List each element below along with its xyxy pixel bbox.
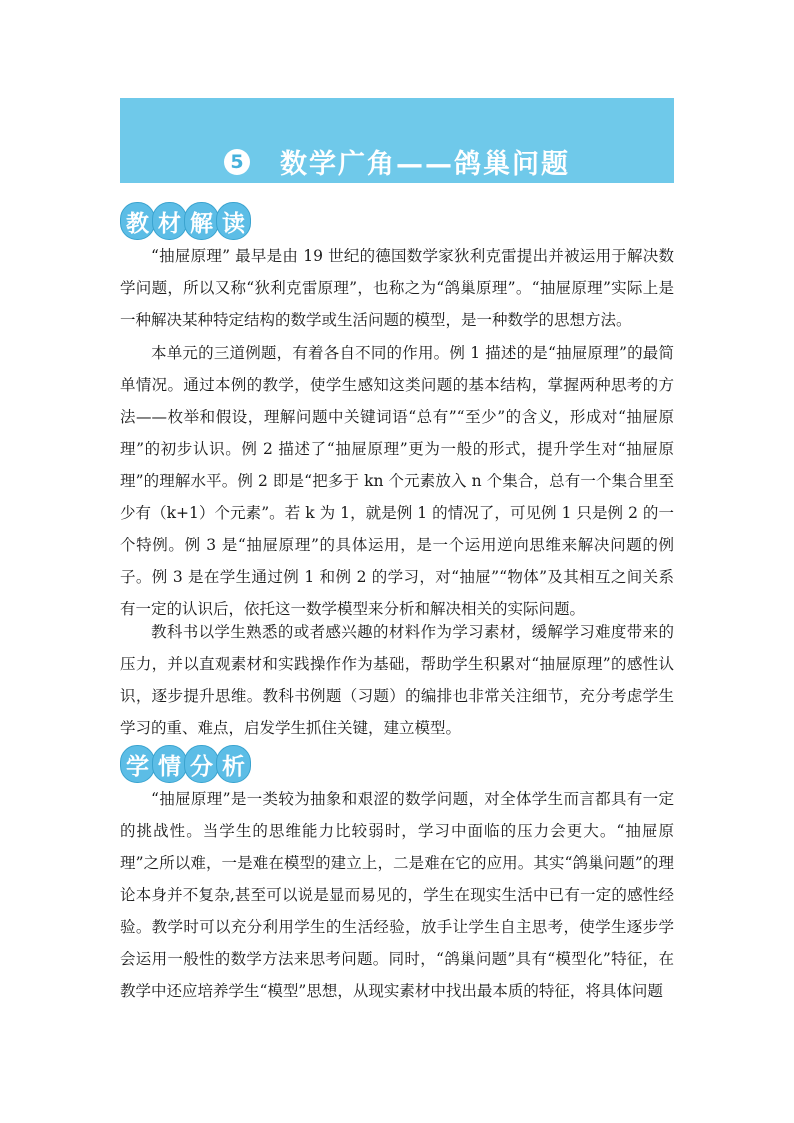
chapter-number-badge: 5 [224, 149, 250, 175]
section-heading-char: 材 [152, 202, 187, 240]
paragraph: “抽屉原理”是一类较为抽象和艰涩的数学问题，对全体学生而言都具有一定的挑战性。当学生的思维能力比较弱时，学习中面临的压力会更大。“抽屉原理”之所以难，一是难在模型的建立上，二是难在它的应用。其实“鸽巢问题”的理论本身并不复杂,甚至可以说是显而易见的，学生在现实生活中已有一定的感性经验。教学时可以充分利用学生的生活经验，放手让学生自主思考，使学生逐步学会运用一般性的数学方法来思考问题。同时，“鸽巢问题”具有“模型化”特征，在教学中还应培养学生“模型”思想，从现实素材中找出最本质的特征，将具体问题 [120, 790, 674, 1000]
section-heading-learning-analysis [120, 745, 248, 783]
chapter-title: 数学广角——鸽巢问题 [280, 149, 570, 180]
paragraph: 教科书以学生熟悉的或者感兴趣的材料作为学习素材，缓解学习难度带来的压力，并以直观素材和实践操作作为基础，帮助学生积累对“抽屉原理”的感性认识，逐步提升思维。教科书例题（习题）的编排也非常关注细节，充分考虑学生学习的重、难点，启发学生抓住关键，建立模型。 [120, 623, 674, 737]
paragraph: 本单元的三道例题，有着各自不同的作用。例 1 描述的是“抽屉原理”的最简单情况。通过本例的教学，使学生感知这类问题的基本结构，掌握两种思考的方法——枚举和假设，理解问题中关键词语“总有”“至少”的含义，形成对“抽屉原理”的初步认识。例 2 描述了“抽屉原理”更为一般的形式，提升学生对“抽屉原理”的理解水平。例 2 即是“把多于 kn 个元素放入 n 个集合，总有一个集合里至少有（k+1）个元素”。若 k 为 1，就是例 1 的情况了，可见例 1 只是例 2 的一个特例。例 3 是“抽屉原理”的具体运用，是一个运用逆向思维来解决问题的例子。例 3 是在学生通过例 1 和例 2 的学习，对“抽屉”“物体”及其相互之间关系有一定的认识后，依托这一数学模型来分析和解决相关的实际问题。 [120, 344, 674, 618]
banner-stripe [120, 183, 674, 190]
section-heading-textbook-reading [120, 202, 248, 240]
section-heading-char: 学 [120, 745, 155, 783]
section-heading-char: 分 [184, 745, 219, 783]
paragraph: “抽屉原理” 最早是由 19 世纪的德国数学家狄利克雷提出并被运用于解决数学问题，所以又称“狄利克雷原理”，也称之为“鸽巢原理”。“抽屉原理”实际上是一种解决某种特定结构的数学或生活问题的模型，是一种数学的思想方法。 [120, 247, 674, 329]
section-heading-char: 解 [184, 202, 219, 240]
section-heading-char: 情 [152, 745, 187, 783]
section-heading-char: 教 [120, 202, 155, 240]
section-heading-char: 析 [216, 745, 251, 783]
chapter-heading [120, 142, 674, 181]
chapter-banner [120, 98, 674, 190]
section-heading-char: 读 [216, 202, 251, 240]
